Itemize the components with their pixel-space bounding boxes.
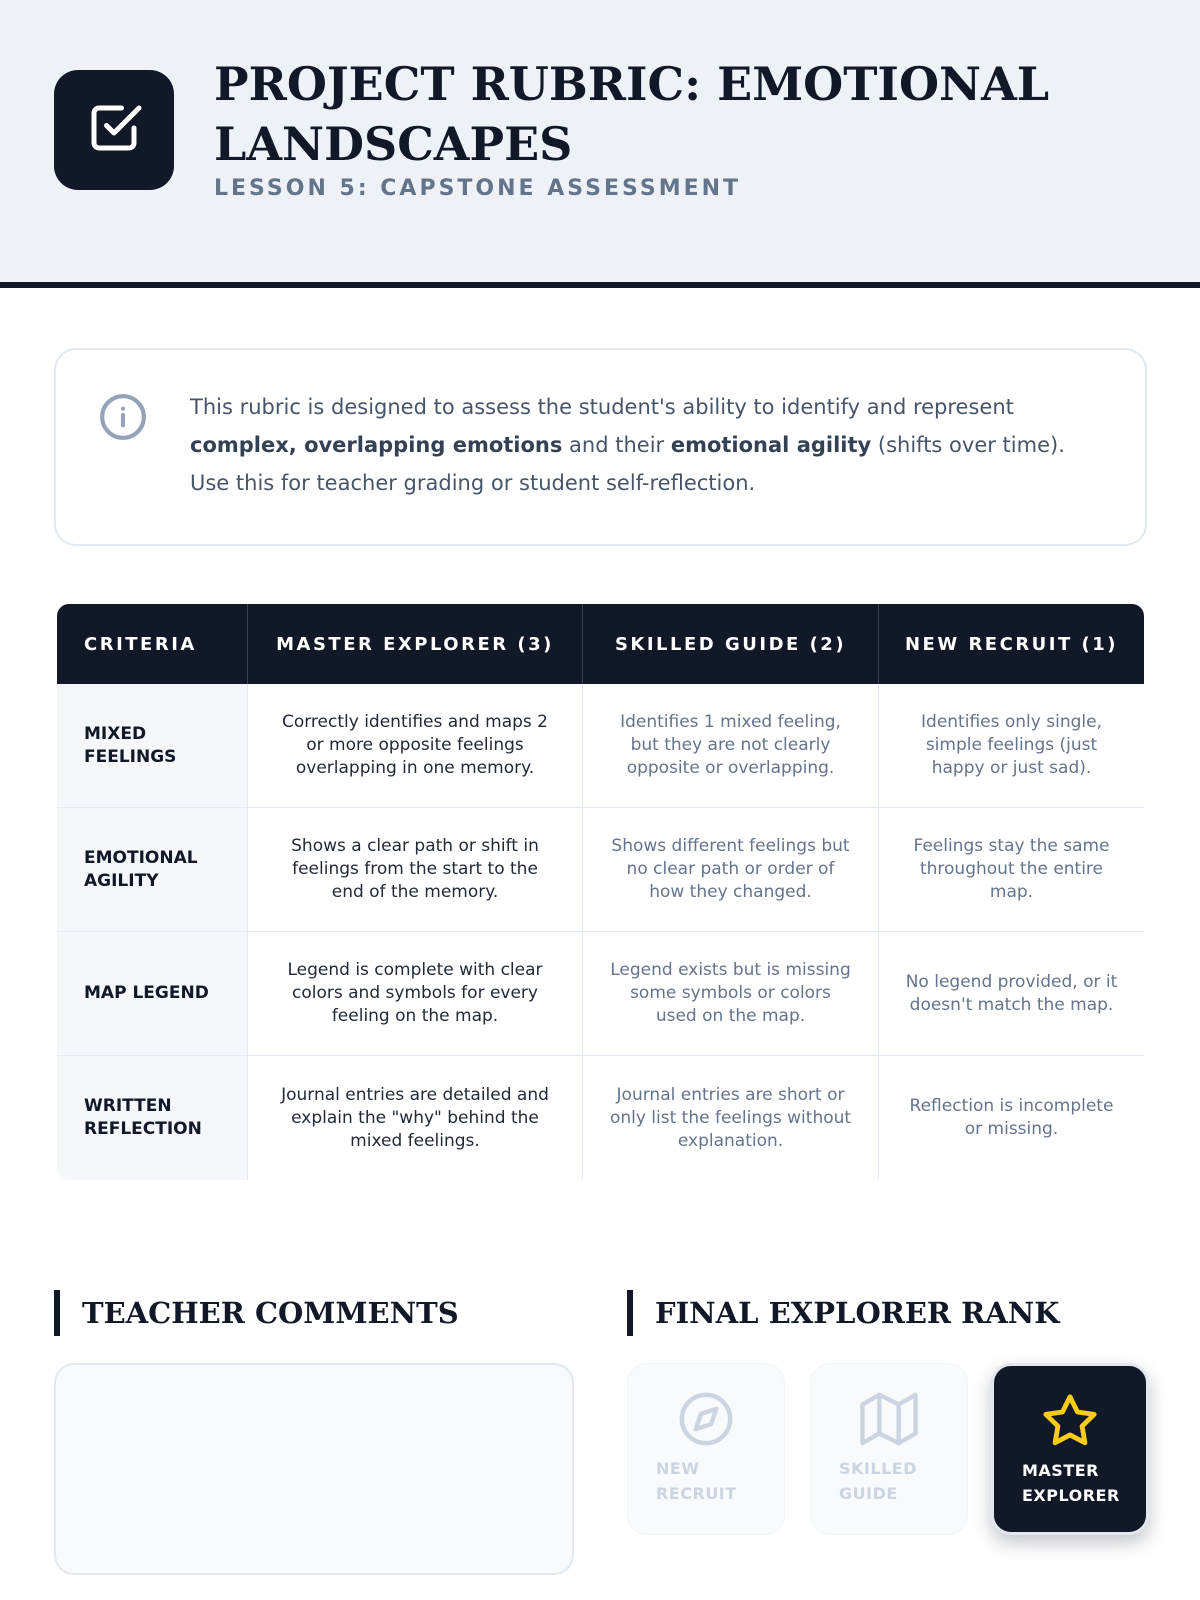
compass-icon [677, 1390, 735, 1448]
title-line-2: LANDSCAPES [214, 117, 573, 171]
header-criteria: CRITERIA [57, 604, 248, 684]
recruit-cell: No legend provided, or it doesn't match the map. [879, 932, 1144, 1056]
header-skilled-guide: SKILLED GUIDE (2) [583, 604, 879, 684]
rank-option-new-recruit[interactable] [627, 1363, 785, 1535]
final-rank-heading: FINAL EXPLORER RANK [627, 1290, 1059, 1336]
rank-label: MASTER EXPLORER [1022, 1461, 1120, 1505]
recruit-cell: Feelings stay the same throughout the entire map. [879, 808, 1144, 932]
table-row [57, 1056, 1144, 1180]
page-title [214, 54, 1114, 174]
star-icon [1041, 1392, 1099, 1450]
info-text-part-2: and their [562, 433, 671, 457]
recruit-cell: Identifies only single, simple feelings (just happy or just sad). [879, 684, 1144, 808]
info-card [54, 348, 1147, 546]
skilled-cell: Identifies 1 mixed feeling, but they are not clearly opposite or overlapping. [583, 684, 879, 808]
header-master-explorer: MASTER EXPLORER (3) [248, 604, 583, 684]
criteria-cell: MAP LEGEND [57, 932, 248, 1056]
master-cell: Correctly identifies and maps 2 or more opposite feelings overlapping in one memory. [248, 684, 583, 808]
info-text-part-3: (shifts over time). Use this for teacher grading or student self-reflection. [190, 433, 1065, 495]
master-cell: Legend is complete with clear colors and symbols for every feeling on the map. [248, 932, 583, 1056]
skilled-cell: Journal entries are short or only list the feelings without explanation. [583, 1056, 879, 1180]
rank-option-master-explorer[interactable] [991, 1363, 1149, 1535]
logo [54, 70, 174, 190]
skilled-cell: Shows different feelings but no clear path or order of how they changed. [583, 808, 879, 932]
master-cell: Journal entries are detailed and explain the "why" behind the mixed feelings. [248, 1056, 583, 1180]
header-new-recruit: NEW RECRUIT (1) [879, 604, 1144, 684]
info-bold-2: emotional agility [670, 433, 872, 457]
criteria-cell: MIXED FEELINGS [57, 684, 248, 808]
rank-option-skilled-guide[interactable] [810, 1363, 968, 1535]
skilled-cell: Legend exists but is missing some symbols or colors used on the map. [583, 932, 879, 1056]
page-header [0, 0, 1200, 288]
info-text [190, 388, 1100, 502]
title-line-1: PROJECT RUBRIC: EMOTIONAL [214, 57, 1050, 111]
rank-label: NEW RECRUIT [656, 1459, 737, 1503]
table-row [57, 808, 1144, 932]
table-header-row [57, 604, 1144, 684]
teacher-comments-box[interactable] [54, 1363, 574, 1575]
info-circle-icon [98, 392, 148, 442]
rank-label: SKILLED GUIDE [839, 1459, 917, 1503]
criteria-cell: WRITTEN REFLECTION [57, 1056, 248, 1180]
master-cell: Shows a clear path or shift in feelings from the start to the end of the memory. [248, 808, 583, 932]
table-row [57, 684, 1144, 808]
checkbox-icon [84, 98, 144, 162]
table-row [57, 932, 1144, 1056]
map-icon [860, 1390, 918, 1448]
page-subtitle: LESSON 5: CAPSTONE ASSESSMENT [214, 176, 742, 201]
rubric-table [57, 604, 1144, 1180]
teacher-comments-heading: TEACHER COMMENTS [54, 1290, 459, 1336]
info-text-part-1: This rubric is designed to assess the student's ability to identify and represent [190, 395, 1014, 419]
info-bold-1: complex, overlapping emotions [190, 433, 563, 457]
criteria-cell: EMOTIONAL AGILITY [57, 808, 248, 932]
recruit-cell: Reflection is incomplete or missing. [909, 1096, 1114, 1139]
